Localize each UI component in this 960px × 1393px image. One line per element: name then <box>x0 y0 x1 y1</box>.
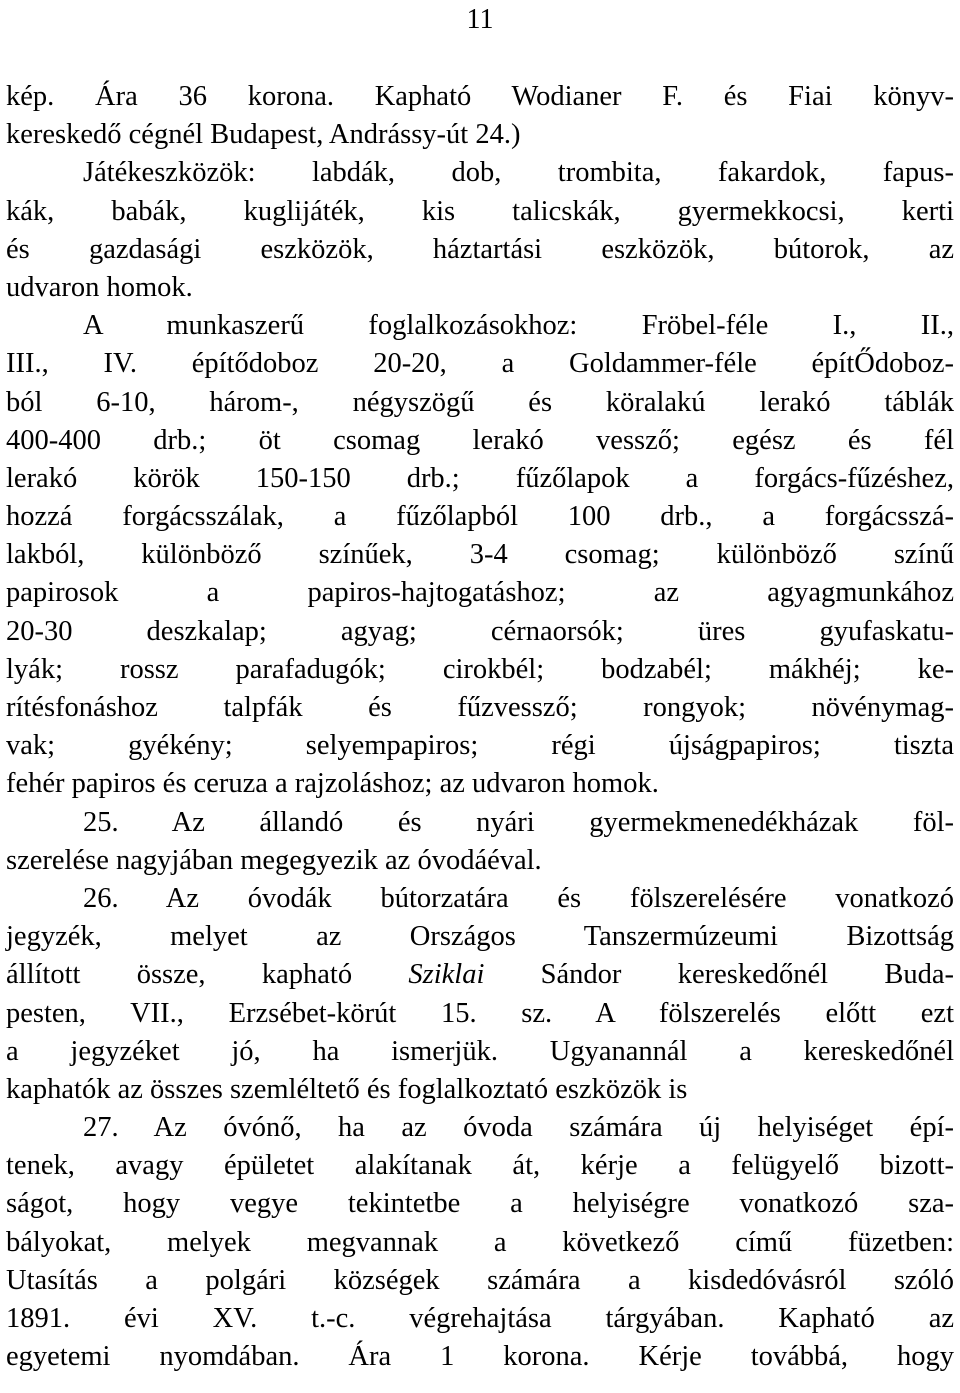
text-line: szerelése nagyjában megegyezik az óvodáéval. <box>6 844 542 876</box>
text-line: III., IV. építődoboz 20-20, a Goldammer-féle építŐdoboz- <box>6 348 954 380</box>
text-line: 400-400 drb.; öt csomag lerakó vessző; egész és fél <box>6 424 954 456</box>
text-line: rítésfonáshoz talpfák és fűzvessző; rongyok; növénymag- <box>6 692 954 723</box>
text-line <box>6 956 954 994</box>
text-segment: állított össze, kapható <box>6 959 409 991</box>
text-line: A munkaszerű foglalkozásokhoz: Fröbel-féle I., II., <box>83 310 954 342</box>
text-line: lyák; rossz parafadugók; cirokbél; bodzabél; mákhéj; ke- <box>6 653 954 685</box>
italic-name: Sziklai <box>408 959 485 991</box>
text-line: a jegyzéket jó, ha ismerjük. Ugyanannál a kereskedőnél <box>6 1035 954 1067</box>
text-line: vak; gyékény; selyempapiros; régi újságpapiros; tiszta <box>6 730 954 762</box>
text-line: kák, babák, kuglijáték, kis talicskák, gyermekkocsi, kerti <box>6 195 954 227</box>
text-line: ságot, hogy vegye tekintetbe a helyiségre vonatkozó sza- <box>6 1188 954 1220</box>
text-line: és gazdasági eszközök, háztartási eszközök, bútorok, az <box>6 233 954 265</box>
text-line: Utasítás a polgári községek számára a kisdedóvásról szóló <box>6 1264 954 1296</box>
text-line: ból 6-10, három-, négyszögű és köralakú lerakó táblák <box>6 386 954 418</box>
text-line: 20-30 deszkalap; agyag; cérnaorsók; üres gyufaskatu- <box>6 615 954 647</box>
text-line: hozzá forgácsszálak, a fűzőlapból 100 drb., a forgácsszá- <box>6 501 954 533</box>
text-line: 27. Az óvónő, ha az óvoda számára új helyiséget épí- <box>83 1112 954 1144</box>
text-segment: Sándor kereskedőnél Buda- <box>484 959 954 991</box>
text-line: 25. Az állandó és nyári gyermekmenedékházak föl- <box>83 806 954 838</box>
text-line: lakból, különböző színűek, 3-4 csomag; különböző színű <box>6 539 954 571</box>
text-line: tenek, avagy épületet alakítanak át, kérje a felügyelő bizott- <box>6 1150 954 1182</box>
text-line: lerakó körök 150-150 drb.; fűzőlapok a forgács-fűzéshez, <box>6 462 954 494</box>
text-line: kaphatók az összes szemléltető és foglalkoztató eszközök is <box>6 1073 688 1105</box>
text-line: 26. Az óvodák bútorzatára és fölszerelésére vonatkozó <box>83 882 954 914</box>
text-line: 1891. évi XV. t.-c. végrehajtása tárgyában. Kapható az <box>6 1303 954 1334</box>
body-text <box>6 78 954 1376</box>
text-line: bályokat, melyek megvannak a következő című füzetben: <box>6 1226 954 1258</box>
text-line: papirosok a papiros-hajtogatáshoz; az agyagmunkához <box>6 577 954 609</box>
text-line: fehér papiros és ceruza a rajzoláshoz; az udvaron homok. <box>6 768 659 800</box>
text-line: udvaron homok. <box>6 271 193 303</box>
text-line: kép. Ára 36 korona. Kapható Wodianer F. és Fiai könyv- <box>6 81 954 112</box>
page-number: 11 <box>466 4 494 35</box>
text-line: jegyzék, melyet az Országos Tanszermúzeumi Bizottság <box>6 921 954 953</box>
text-line: egyetemi nyomdában. Ára 1 korona. Kérje továbbá, hogy <box>6 1341 954 1373</box>
text-line: Játékeszközök: labdák, dob, trombita, fakardok, fapus- <box>83 157 954 189</box>
text-line: kereskedő cégnél Budapest, Andrássy-út 24.) <box>6 119 521 151</box>
text-line: pesten, VII., Erzsébet-körút 15. sz. A fölszerelés előtt ezt <box>6 997 954 1029</box>
